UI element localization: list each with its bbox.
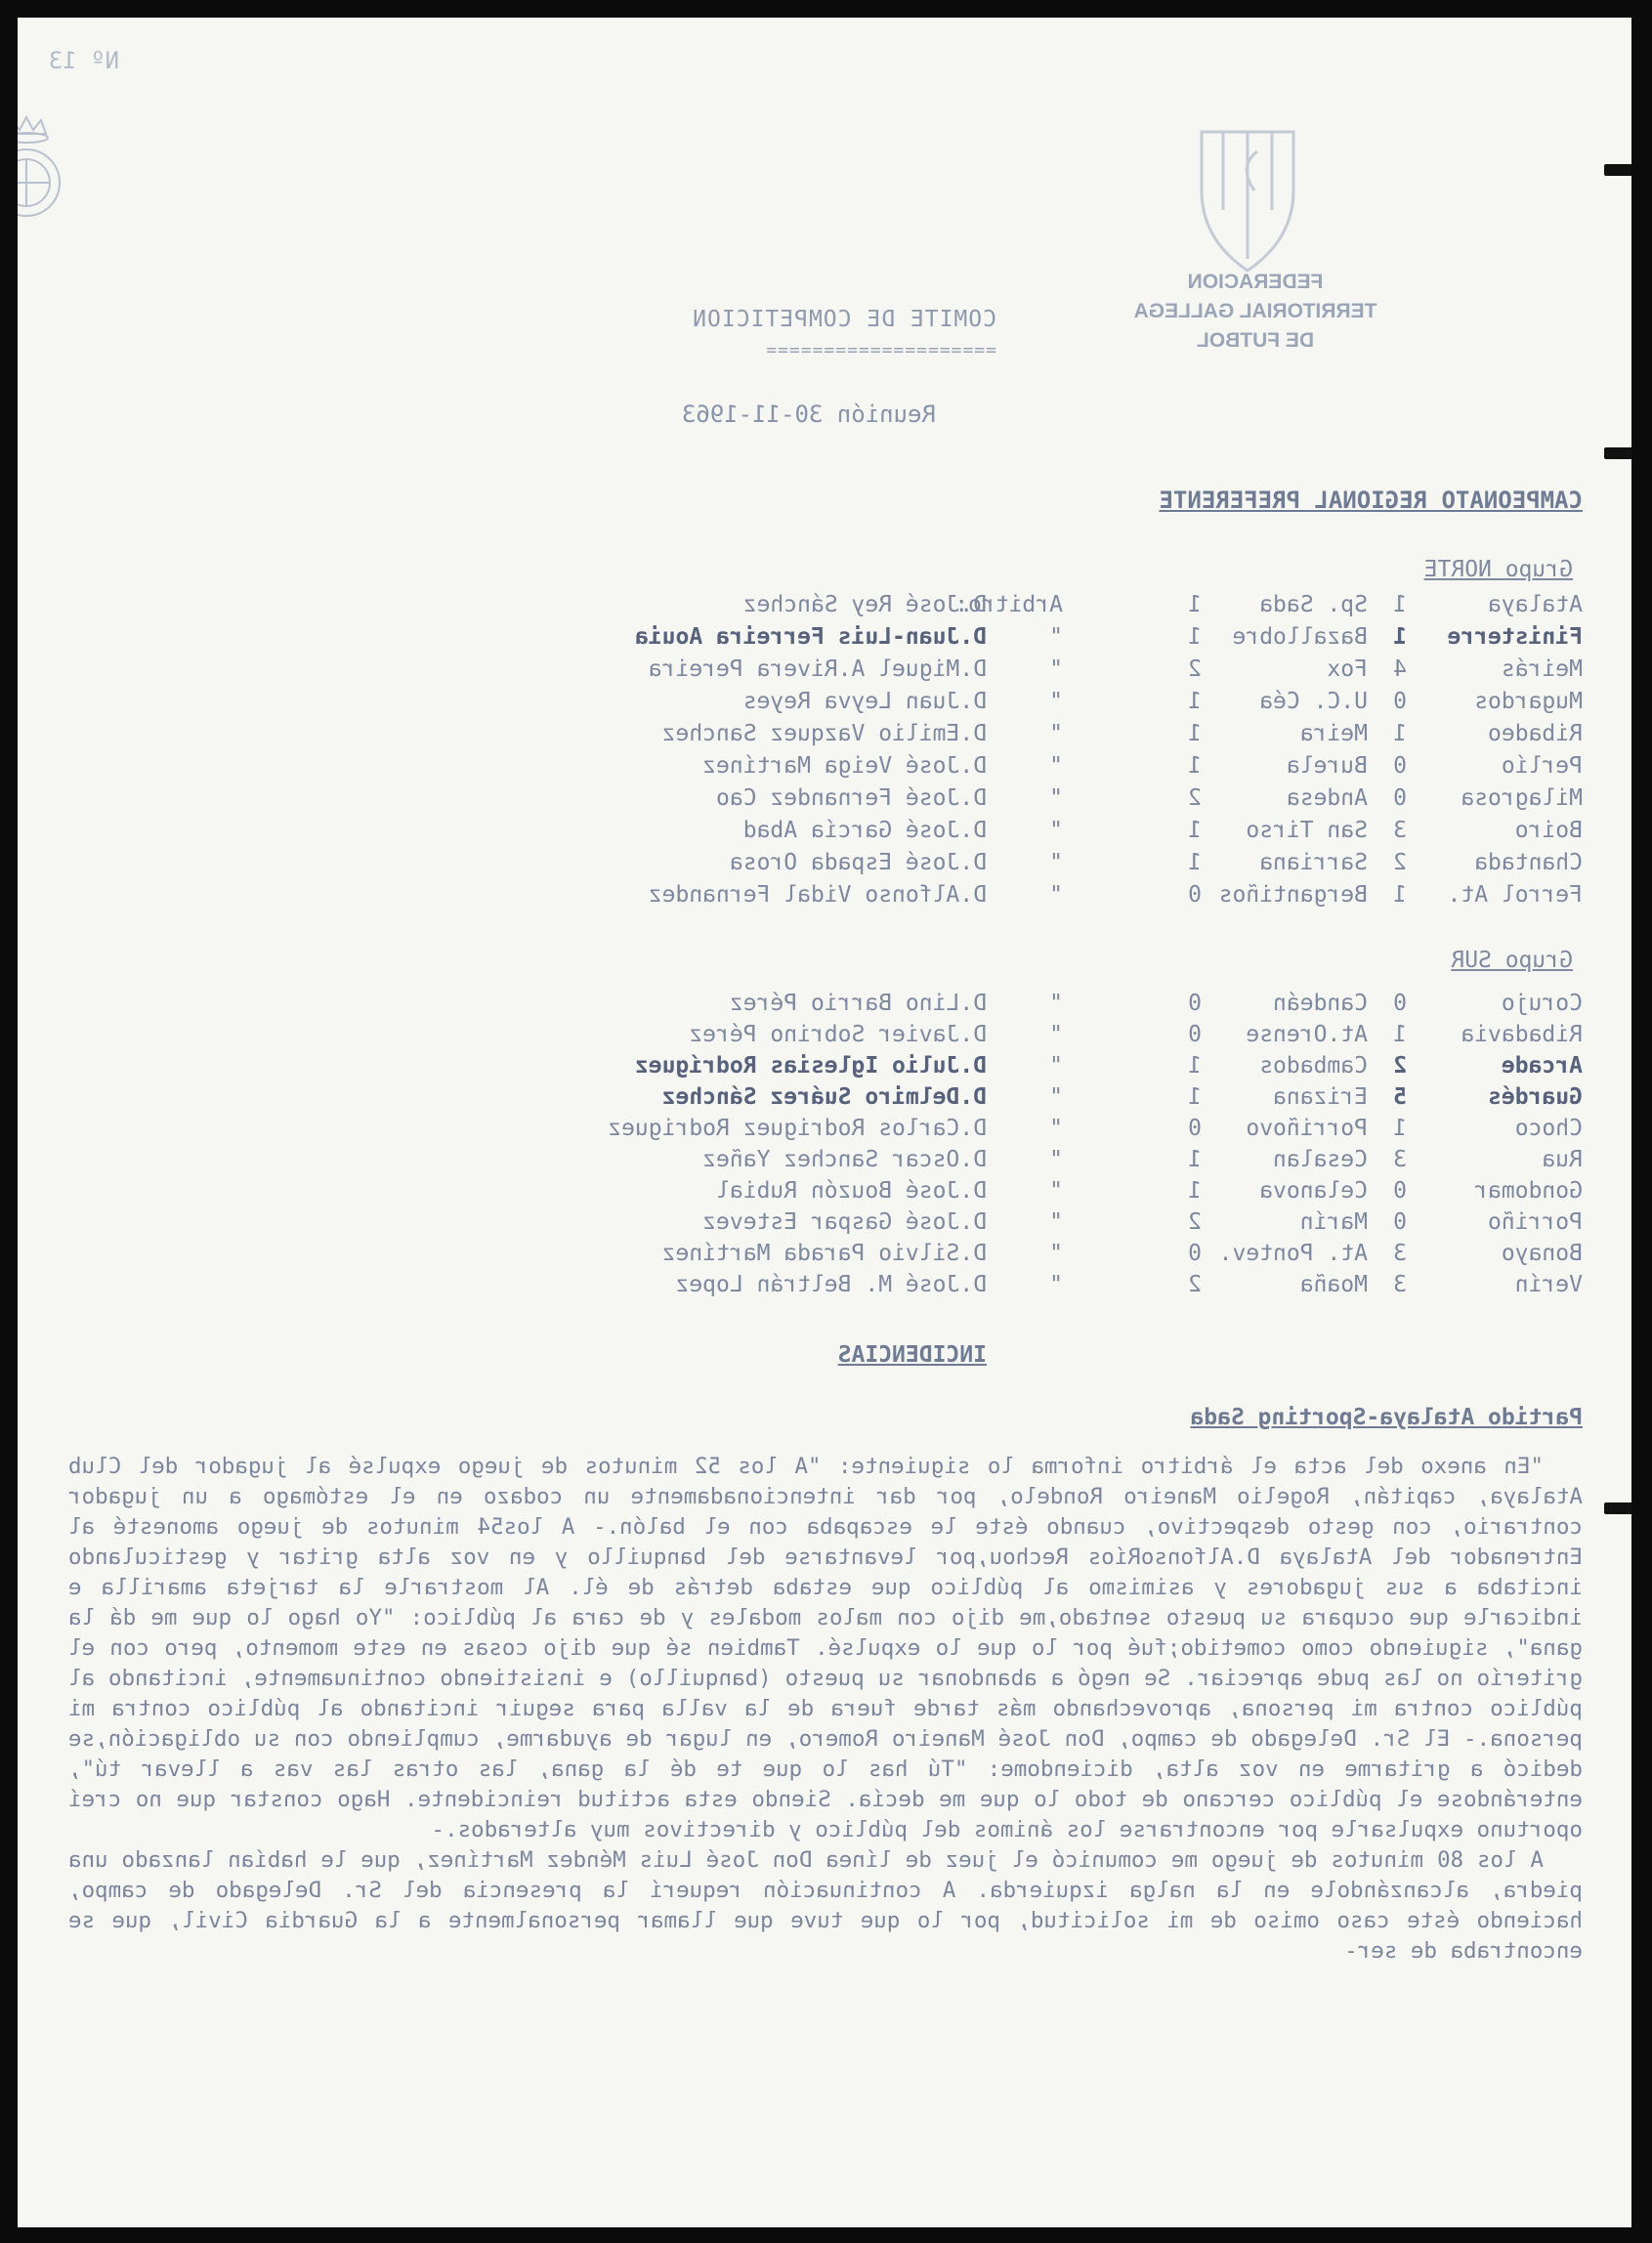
referee-name: D.Juan-Luis Ferreira Aouia — [634, 624, 987, 650]
match-row — [18, 818, 1631, 847]
away-score: 1 — [1188, 592, 1202, 617]
home-score: 0 — [1393, 689, 1407, 714]
away-team: Bergantiños — [1218, 882, 1368, 908]
match-row — [18, 689, 1631, 718]
referee-name: D.Emilio Vazquez Sanchez — [661, 721, 987, 746]
referee-name: D.José Fernandez Cao — [716, 785, 987, 811]
away-team: Cesalan — [1273, 1147, 1368, 1172]
match-row — [18, 785, 1631, 815]
referee-name: D.Javier Sobrino Pérez — [689, 1022, 987, 1047]
home-score: 0 — [1393, 1178, 1407, 1204]
home-score: 3 — [1393, 1272, 1407, 1297]
home-score: 0 — [1393, 785, 1407, 811]
referee-label: " — [1049, 656, 1063, 682]
away-team: Marín — [1299, 1209, 1368, 1235]
away-score: 1 — [1188, 1178, 1202, 1204]
home-team: Choco — [1514, 1116, 1583, 1141]
away-score: 1 — [1188, 1053, 1202, 1079]
away-team: At. Pontev. — [1218, 1241, 1368, 1266]
home-score: 0 — [1393, 1209, 1407, 1235]
away-team: Celanova — [1259, 1178, 1368, 1204]
federation-letterhead — [1123, 268, 1387, 356]
match-row — [18, 991, 1631, 1020]
referee-label: " — [1049, 1241, 1063, 1266]
away-score: 0 — [1188, 1116, 1202, 1141]
home-team: Verín — [1514, 1272, 1583, 1297]
home-score: 0 — [1393, 991, 1407, 1016]
referee-name: D.José Veiga Martínez — [702, 753, 987, 779]
away-team: Erizana — [1273, 1084, 1368, 1110]
match-row — [18, 1116, 1631, 1145]
group-north-title: Grupo NORTE — [1423, 557, 1573, 582]
home-score: 1 — [1393, 624, 1407, 650]
match-row — [18, 1022, 1631, 1051]
referee-name: D.Silvio Parada Martínez — [661, 1241, 987, 1266]
away-score: 0 — [1188, 882, 1202, 908]
referee-label: " — [1049, 1053, 1063, 1079]
document-number: Nº 13 — [48, 47, 119, 74]
match-row — [18, 1084, 1631, 1114]
incidents-title: INCIDENCIAS — [837, 1342, 987, 1368]
home-score: 5 — [1393, 1084, 1407, 1110]
match-row — [18, 753, 1631, 783]
home-team: Guardés — [1488, 1084, 1583, 1110]
match-row — [18, 1178, 1631, 1207]
referee-name: D.Miguel A.Rivera Pereira — [648, 656, 987, 682]
punch-mark — [1604, 1502, 1631, 1514]
home-team: Arcade — [1501, 1053, 1583, 1079]
away-score: 1 — [1188, 689, 1202, 714]
match-row — [18, 721, 1631, 750]
home-score: 2 — [1393, 850, 1407, 875]
referee-label: " — [1049, 882, 1063, 908]
committee-title: COMITE DE COMPETICION — [692, 307, 996, 332]
home-team: Mugardos — [1474, 689, 1583, 714]
away-team: Porriñovo — [1246, 1116, 1368, 1141]
home-team: Atalaya — [1488, 592, 1583, 617]
home-score: 1 — [1393, 721, 1407, 746]
referee-label: " — [1049, 1209, 1063, 1235]
home-team: Perlío — [1501, 753, 1583, 779]
referee-label: " — [1049, 1084, 1063, 1110]
away-team: Candeán — [1273, 991, 1368, 1016]
referee-label: " — [1049, 818, 1063, 843]
away-team: At.Orense — [1246, 1022, 1368, 1047]
match-row — [18, 624, 1631, 654]
away-team: Sarriana — [1259, 850, 1368, 875]
away-score: 2 — [1188, 785, 1202, 811]
referee-label: " — [1049, 721, 1063, 746]
referee-name: D.Delmiro Suárez Sánchez — [661, 1084, 987, 1110]
document-page — [18, 18, 1631, 2227]
away-team: Moaña — [1299, 1272, 1368, 1297]
home-score: 1 — [1393, 1116, 1407, 1141]
home-team: Corujo — [1501, 991, 1583, 1016]
match-row — [18, 656, 1631, 686]
away-score: 2 — [1188, 656, 1202, 682]
away-team: Burela — [1286, 753, 1368, 779]
home-score: 4 — [1393, 656, 1407, 682]
match-row — [18, 1272, 1631, 1301]
referee-name: D.José Gaspar Estevez — [702, 1209, 987, 1235]
match-row — [18, 850, 1631, 879]
home-team: Ribadeo — [1488, 721, 1583, 746]
referee-label: " — [1049, 1178, 1063, 1204]
referee-name: D.José Rey Sánchez — [742, 592, 987, 617]
away-team: San Tirso — [1246, 818, 1368, 843]
home-score: 2 — [1393, 1053, 1407, 1079]
away-score: 0 — [1188, 991, 1202, 1016]
referee-label: " — [1049, 991, 1063, 1016]
meeting-date: Reunión 30-11-1963 — [681, 401, 936, 428]
referee-label: " — [1049, 1147, 1063, 1172]
incident-paragraph-2: A los 80 minutos de juego me comunicó el juez de línea Don José Luis Méndez Martínez, que le habían lanzado una piedra, alcanzándole en la nalga izquierda. A continuación requerí la presencia del Sr. Delegado de campo, haciendo éste caso omiso de mi solicitud, por lo que tuve que llamar personalmente a la Guardia Civil, que se encontraba de ser- — [68, 1847, 1583, 1964]
away-team: Meira — [1299, 721, 1368, 746]
referee-name: D.Juan Leyva Reyes — [742, 689, 987, 714]
away-score: 0 — [1188, 1022, 1202, 1047]
match-row — [18, 1209, 1631, 1239]
referee-name: D.José Espada Orosa — [729, 850, 987, 875]
home-team: Rua — [1542, 1147, 1583, 1172]
home-score: 3 — [1393, 1147, 1407, 1172]
referee-name: D.Carlos Rodriguez Rodriguez — [608, 1116, 987, 1141]
federation-line-1: FEDERACION TERRITORIAL GALLEGA — [1133, 271, 1377, 322]
title-underline: ==================== — [765, 340, 996, 360]
away-team: U.C. Céa — [1259, 689, 1368, 714]
punch-mark — [1604, 447, 1631, 459]
referee-label: " — [1049, 1022, 1063, 1047]
away-score: 2 — [1188, 1209, 1202, 1235]
away-score: 2 — [1188, 1272, 1202, 1297]
crown-seal-icon — [18, 94, 127, 252]
away-score: 1 — [1188, 721, 1202, 746]
away-score: 1 — [1188, 850, 1202, 875]
referee-name: D.Oscar Sanchez Yañez — [702, 1147, 987, 1172]
referee-label: " — [1049, 689, 1063, 714]
away-team: Andesa — [1286, 785, 1368, 811]
away-score: 1 — [1188, 753, 1202, 779]
away-team: Bazallobre — [1232, 624, 1368, 650]
home-score: 1 — [1393, 592, 1407, 617]
home-team: Ribadavia — [1461, 1022, 1583, 1047]
home-team: Ferrol At. — [1447, 882, 1583, 908]
referee-name: D.José M. Beltrán Lopez — [675, 1272, 987, 1297]
referee-label: Arbitro: — [954, 592, 1063, 617]
away-score: 1 — [1188, 818, 1202, 843]
match-row — [18, 882, 1631, 911]
home-score: 3 — [1393, 1241, 1407, 1266]
away-team: Fox — [1327, 656, 1368, 682]
referee-name: D.Julio Iglesias Rodríguez — [634, 1053, 987, 1079]
match-row — [18, 1053, 1631, 1082]
home-team: Meirás — [1501, 656, 1583, 682]
home-score: 0 — [1393, 753, 1407, 779]
referee-name: D.José García Abad — [742, 818, 987, 843]
referee-label: " — [1049, 1116, 1063, 1141]
home-team: Finisterre — [1447, 624, 1583, 650]
referee-name: D.Lino Barrio Pérez — [729, 991, 987, 1016]
referee-label: " — [1049, 753, 1063, 779]
referee-label: " — [1049, 1272, 1063, 1297]
home-team: Gondomar — [1474, 1178, 1583, 1204]
away-score: 1 — [1188, 624, 1202, 650]
home-team: Milagrosa — [1461, 785, 1583, 811]
group-south-title: Grupo SUR — [1451, 948, 1573, 973]
home-score: 1 — [1393, 882, 1407, 908]
referee-name: D.Alfonso Vidal Fernandez — [648, 882, 987, 908]
referee-name: D.José Bouzón Rubial — [716, 1178, 987, 1204]
away-team: Cambados — [1259, 1053, 1368, 1079]
incident-report — [68, 1452, 1583, 1967]
match-title: Partido Atalaya-Sporting Sada — [1190, 1405, 1583, 1430]
championship-heading: CAMPEONATO REGIONAL PREFERENTE — [1159, 487, 1583, 514]
punch-mark — [1604, 164, 1631, 176]
incident-paragraph-1: "En anexo del acta el árbitro informa lo siguiente: "A los 52 minutos de juego expulsé al jugador del Club Atalaya, capitán, Rogelio Maneiro Rondelo, por dar intencionadamente un codazo en el estómago a un jugador contrario, con gesto despectivo, cuando éste le escapaba con el balón.- A los54 minutos de juego amonesté al Entrenador del Atalaya D.AlfonsoRíos Rechou,por levantarse del banquillo y en voz alta gritar y gesticulando incitaba a sus jugadores y asimismo al público que estaba detrás de él. Al mostrarle la tarjeta amarilla e indicarle que ocupara su puesto sentado,me dijo con malos modales y de cara al público: "Yo hago lo que me dá la gana", siguiendo como cometido;fué por lo que lo expulsé. Tambien sé que dijo cosas en este momento, pero con el griterío no las pude apreciar. Se negó a abandonar su puesto (banquillo) e insistiendo continuamente, incitando al público contra mi persona, aprovechando más tarde fuera de la valla para seguir incitando al público contra mi persona.- El Sr. Delegado de campo, Don José Maneiro Romero, en lugar de ayudarme, cumpliendo con su obligación,se dedicó a gritarme en voz alta, diciendome: "Tú has lo que te dé la gana, las otras las vas a llevar tú", enterándose el público cercano de todo lo que me decía. Siendo esta actitud reincidente. Hago constar que no creí oportuno expulsarle por encontrarse los ánimos del público y directivos muy alterados.- — [68, 1454, 1583, 1842]
home-team: Chantada — [1474, 850, 1583, 875]
home-team: Porriño — [1488, 1209, 1583, 1235]
home-score: 3 — [1393, 818, 1407, 843]
home-team: Boiro — [1514, 818, 1583, 843]
home-team: Bonayo — [1501, 1241, 1583, 1266]
referee-label: " — [1049, 624, 1063, 650]
referee-label: " — [1049, 850, 1063, 875]
match-row — [18, 1147, 1631, 1176]
away-score: 1 — [1188, 1084, 1202, 1110]
mirrored-bleed-through-layer — [18, 18, 1631, 2227]
away-score: 0 — [1188, 1241, 1202, 1266]
home-score: 1 — [1393, 1022, 1407, 1047]
away-team: Sp. Sada — [1259, 592, 1368, 617]
match-row — [18, 1241, 1631, 1270]
federation-line-2: DE FUTBOL — [1196, 329, 1315, 352]
away-score: 1 — [1188, 1147, 1202, 1172]
referee-label: " — [1049, 785, 1063, 811]
match-row — [18, 592, 1631, 621]
